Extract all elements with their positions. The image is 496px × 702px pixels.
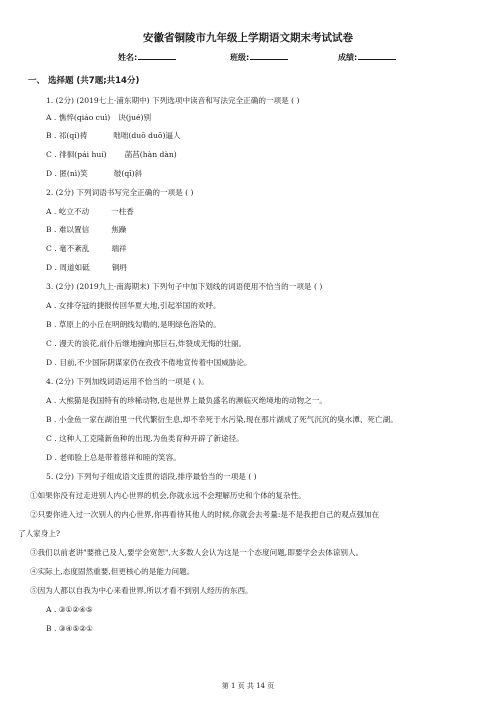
option: C . 毫不紊乱 端祥 (46, 244, 127, 253)
question-stem: 1. (2分) (2019七上·浦东期中) 下列选项中读音和写法完全正确的一项是 ( ) (46, 96, 300, 105)
question-stem: 4. (2分) 下列加线词语运用不恰当的一项是 ( )。 (46, 377, 209, 386)
option: B . 祁(qí)祷 咄咄(duō duō)逼人 (46, 131, 181, 140)
option: A . ③①②④⑤ (46, 605, 93, 614)
option: D . 匿(nì)笑 攲(qī)斜 (46, 169, 143, 178)
score-blank (358, 59, 396, 60)
score-label: 成绩: (338, 53, 358, 62)
option: A . 女排夺冠的捷报传回华夏大地,引起举国的欢呼。 (46, 301, 221, 310)
option: D . 周道如砥 铜坍 (46, 263, 127, 272)
option: A . 憔悴(qiáo cuì) 诀(jué)别 (46, 113, 152, 122)
name-blank (138, 59, 176, 60)
option: B . 难以置信 焦躁 (46, 225, 127, 234)
statement: ⑤因为人都以自我为中心来看世界,所以才看不到别人经历的东西。 (30, 586, 253, 595)
option: C . 漫天的浪花,前仆后继地撞向那巨石,炸裂成无悔的壮丽。 (46, 339, 247, 348)
page-footer: 第 1 页 共 14 页 (221, 682, 275, 690)
question-stem: 2. (2分) 下列词语书写完全正确的一项是 ( ) (46, 188, 194, 197)
class-blank (250, 59, 288, 60)
section-heading: 一、 选择题 (共7题;共14分) (28, 76, 140, 86)
option: D . 目前,不少国际阴谋家仍在孜孜不倦地宣传着中国威胁论。 (46, 358, 252, 367)
option: B . 小金鱼一家在湖泊里一代代繁衍生息,却不幸死于水污染,现在那片湖成了死气沉沉的臭水潭、死亡湖。 (46, 415, 398, 424)
option: D . 老师脸上总是带着慈祥和睦的笑容。 (46, 453, 181, 462)
statement: ④实际上,态度固然重要,但更核心的是能力问题。 (30, 567, 195, 576)
question-stem: 5. (2分) 下列句子组成语文连贯的语段,排序最恰当的一项是 ( ) (46, 472, 257, 481)
statement: ③我们以前老讲"要推己及人,要学会宽恕",大多数人会认为这是一个态度问题,即要学会去体谅别人。 (30, 548, 364, 557)
option: B . 草原上的小丘在明朗线勾勒的,是明绿色浴染的。 (46, 320, 221, 329)
option: A . 屹立不动 一柱香 (46, 207, 134, 216)
class-field (230, 52, 288, 63)
question-stem: 3. (2分) (2019九上·南海期末) 下列句子中加下划线的词语使用不恰当的一项是 ( ) (46, 282, 323, 291)
option: C . 这种人工克隆新鱼种的出现,为鱼类育种开辟了新途径。 (46, 434, 244, 443)
statement: ②只要你进入过一次别人的内心世界,你再看待其他人的时候,你就会去考量:是不是我把自己的观点强加在 (30, 510, 380, 519)
option: A . 大熊猫是我国特有的珍稀动物,也是世界上最负盛名的濒临灭绝境地的动物之一。 (46, 396, 327, 405)
name-field (118, 52, 176, 63)
name-label: 姓名: (118, 53, 138, 62)
option: C . 徘徊(pái huí) 菡萏(hàn dàn) (46, 150, 177, 159)
class-label: 班级: (230, 53, 250, 62)
page-title: 安徽省铜陵市九年级上学期语文期末考试试卷 (143, 32, 353, 44)
statement: ①如果你没有过走进别人内心世界的机会,你就永远不会理解历史和个体的复杂性。 (30, 491, 306, 500)
score-field (338, 52, 396, 63)
statement: 了人家身上? (18, 529, 61, 538)
option: B . ③④⑤②① (46, 624, 93, 633)
